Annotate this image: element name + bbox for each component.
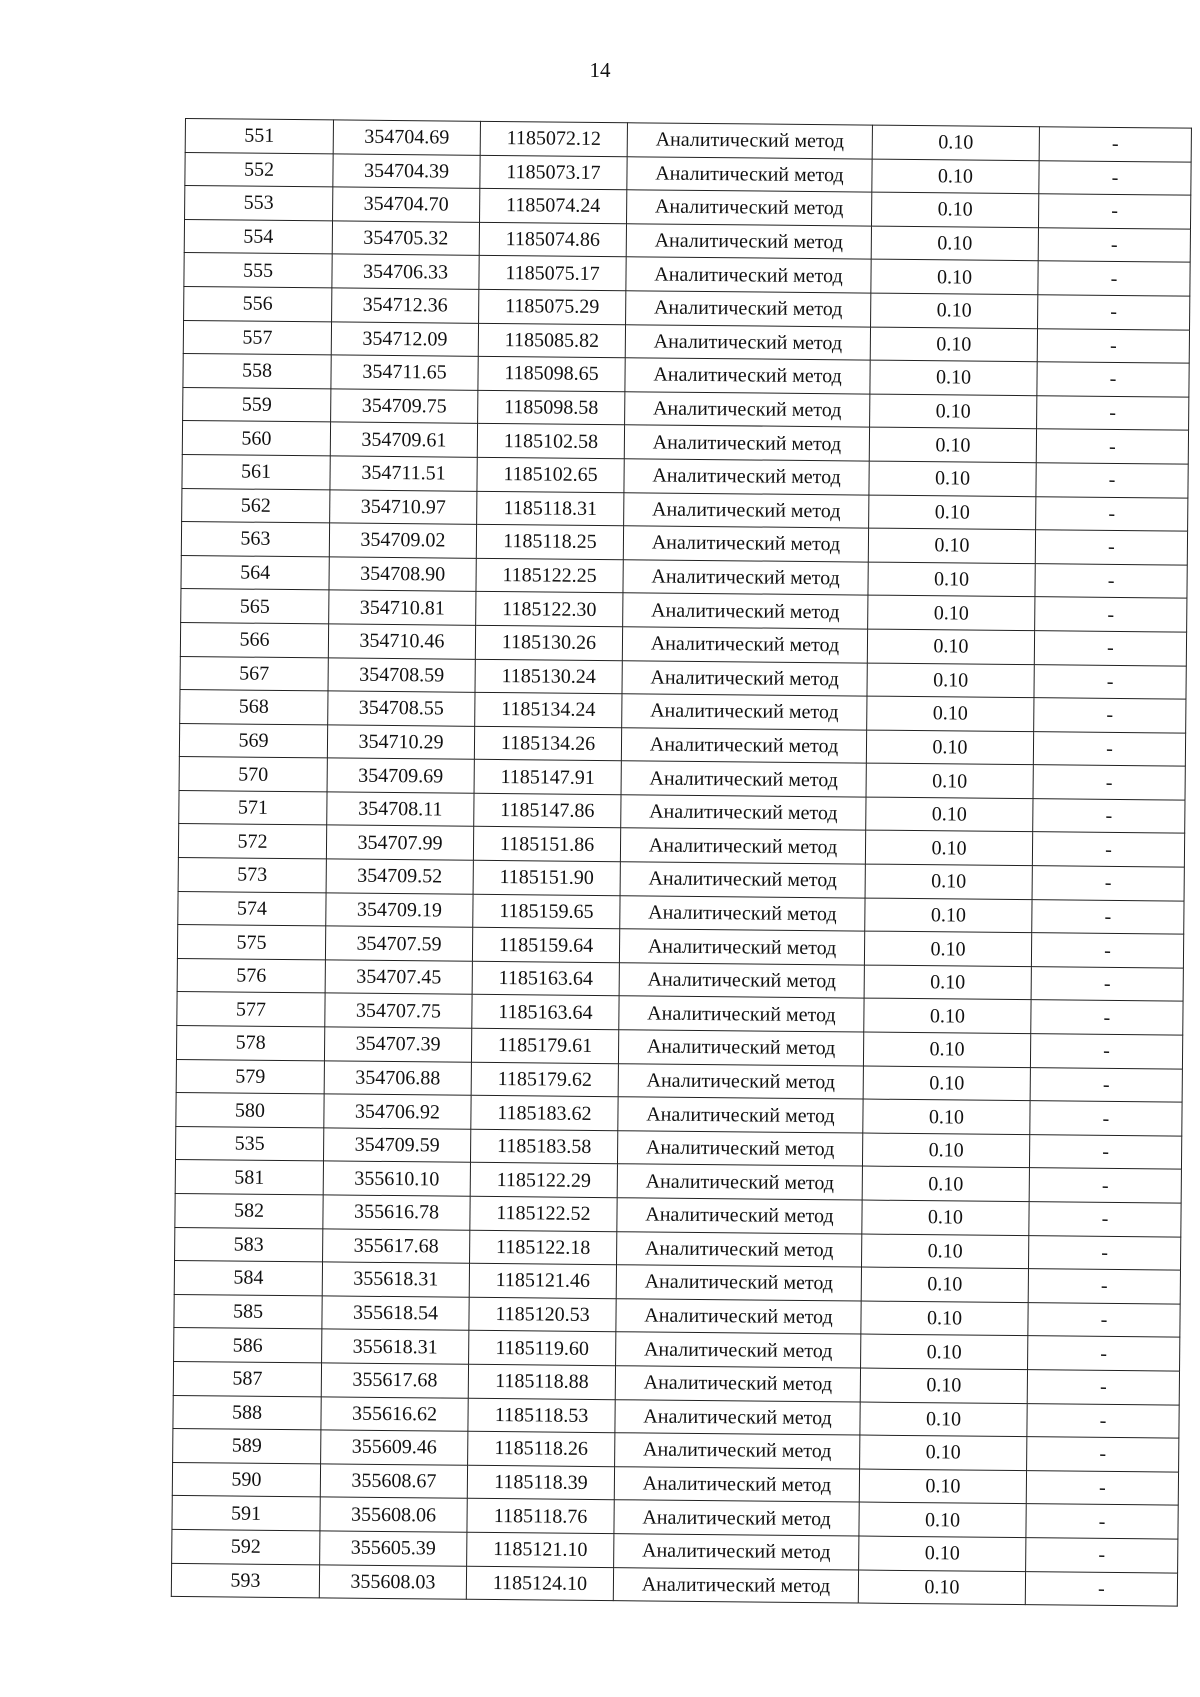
- note-cell: -: [1025, 1571, 1177, 1606]
- x-coordinate-cell: 354707.59: [325, 926, 472, 961]
- point-number-cell: 582: [175, 1193, 323, 1228]
- note-cell: -: [1026, 1538, 1178, 1573]
- precision-cell: 0.10: [861, 1267, 1028, 1302]
- y-coordinate-cell: 1185074.24: [480, 189, 627, 224]
- point-number-cell: 581: [175, 1160, 323, 1195]
- method-cell: Аналитический метод: [614, 1534, 859, 1570]
- point-number-cell: 584: [174, 1261, 322, 1296]
- x-coordinate-cell: 354711.51: [330, 456, 477, 491]
- point-number-cell: 588: [173, 1395, 321, 1430]
- note-cell: -: [1037, 395, 1189, 430]
- point-number-cell: 559: [183, 387, 331, 422]
- precision-cell: 0.10: [864, 998, 1031, 1033]
- point-number-cell: 590: [172, 1462, 320, 1497]
- x-coordinate-cell: 354709.59: [323, 1128, 470, 1163]
- point-number-cell: 562: [182, 488, 330, 523]
- y-coordinate-cell: 1185122.25: [476, 558, 623, 593]
- method-cell: Аналитический метод: [622, 694, 867, 730]
- precision-cell: 0.10: [868, 562, 1035, 597]
- y-coordinate-cell: 1185118.25: [476, 524, 623, 559]
- y-coordinate-cell: 1185151.90: [473, 860, 620, 895]
- x-coordinate-cell: 355617.68: [323, 1228, 470, 1263]
- point-number-cell: 577: [177, 992, 325, 1027]
- point-number-cell: 564: [181, 555, 329, 590]
- note-cell: -: [1036, 429, 1188, 464]
- x-coordinate-cell: 355618.31: [322, 1262, 469, 1297]
- y-coordinate-cell: 1185147.86: [474, 793, 621, 828]
- note-cell: -: [1028, 1336, 1180, 1371]
- x-coordinate-cell: 354706.33: [332, 254, 479, 289]
- y-coordinate-cell: 1185075.29: [479, 289, 626, 324]
- x-coordinate-cell: 354709.61: [330, 422, 477, 457]
- y-coordinate-cell: 1185118.31: [477, 491, 624, 526]
- method-cell: Аналитический метод: [624, 459, 869, 495]
- point-number-cell: 589: [173, 1429, 321, 1464]
- x-coordinate-cell: 354709.69: [327, 758, 474, 793]
- precision-cell: 0.10: [870, 327, 1037, 362]
- method-cell: Аналитический метод: [625, 324, 870, 360]
- x-coordinate-cell: 355618.54: [322, 1296, 469, 1331]
- note-cell: -: [1028, 1269, 1180, 1304]
- method-cell: Аналитический метод: [623, 559, 868, 595]
- method-cell: Аналитический метод: [627, 123, 872, 159]
- y-coordinate-cell: 1185163.64: [472, 995, 619, 1030]
- point-number-cell: 551: [185, 119, 333, 154]
- x-coordinate-cell: 354707.75: [325, 993, 472, 1028]
- precision-cell: 0.10: [871, 259, 1038, 294]
- method-cell: Аналитический метод: [623, 593, 868, 629]
- point-number-cell: 566: [180, 622, 328, 657]
- point-number-cell: 591: [172, 1496, 320, 1531]
- method-cell: Аналитический метод: [613, 1567, 858, 1603]
- note-cell: -: [1033, 765, 1185, 800]
- precision-cell: 0.10: [870, 360, 1037, 395]
- note-cell: -: [1036, 496, 1188, 531]
- method-cell: Аналитический метод: [622, 660, 867, 696]
- note-cell: -: [1030, 1034, 1182, 1069]
- point-number-cell: 593: [171, 1563, 319, 1598]
- note-cell: -: [1032, 866, 1184, 901]
- method-cell: Аналитический метод: [626, 291, 871, 327]
- y-coordinate-cell: 1185122.30: [476, 592, 623, 627]
- x-coordinate-cell: 355618.31: [322, 1329, 469, 1364]
- y-coordinate-cell: 1185151.86: [473, 827, 620, 862]
- y-coordinate-cell: 1185121.10: [467, 1532, 614, 1567]
- point-number-cell: 558: [183, 354, 331, 389]
- precision-cell: 0.10: [859, 1536, 1026, 1571]
- precision-cell: 0.10: [862, 1166, 1029, 1201]
- method-cell: Аналитический метод: [618, 1063, 863, 1099]
- point-number-cell: 535: [175, 1126, 323, 1161]
- precision-cell: 0.10: [860, 1368, 1027, 1403]
- x-coordinate-cell: 354704.39: [333, 154, 480, 189]
- note-cell: -: [1031, 1000, 1183, 1035]
- precision-cell: 0.10: [863, 1032, 1030, 1067]
- precision-cell: 0.10: [868, 528, 1035, 563]
- point-number-cell: 580: [176, 1093, 324, 1128]
- note-cell: -: [1032, 832, 1184, 867]
- point-number-cell: 576: [177, 958, 325, 993]
- y-coordinate-cell: 1185121.46: [469, 1263, 616, 1298]
- note-cell: -: [1033, 731, 1185, 766]
- method-cell: Аналитический метод: [619, 929, 864, 965]
- point-number-cell: 570: [179, 757, 327, 792]
- y-coordinate-cell: 1185163.64: [472, 961, 619, 996]
- method-cell: Аналитический метод: [617, 1131, 862, 1167]
- y-coordinate-cell: 1185073.17: [480, 155, 627, 190]
- note-cell: -: [1031, 933, 1183, 968]
- method-cell: Аналитический метод: [623, 526, 868, 562]
- precision-cell: 0.10: [858, 1570, 1025, 1605]
- precision-cell: 0.10: [862, 1133, 1029, 1168]
- note-cell: -: [1034, 664, 1186, 699]
- y-coordinate-cell: 1185118.88: [468, 1364, 615, 1399]
- method-cell: Аналитический метод: [617, 1198, 862, 1234]
- x-coordinate-cell: 355616.62: [321, 1396, 468, 1431]
- x-coordinate-cell: 354707.39: [324, 1027, 471, 1062]
- x-coordinate-cell: 354712.09: [331, 321, 478, 356]
- y-coordinate-cell: 1185179.62: [471, 1062, 618, 1097]
- method-cell: Аналитический метод: [625, 391, 870, 427]
- point-number-cell: 563: [181, 522, 329, 557]
- method-cell: Аналитический метод: [615, 1366, 860, 1402]
- precision-cell: 0.10: [867, 629, 1034, 664]
- method-cell: Аналитический метод: [615, 1399, 860, 1435]
- precision-cell: 0.10: [864, 931, 1031, 966]
- coordinates-table: [171, 118, 1192, 1607]
- note-cell: -: [1026, 1470, 1178, 1505]
- method-cell: Аналитический метод: [622, 627, 867, 663]
- point-number-cell: 583: [175, 1227, 323, 1262]
- method-cell: Аналитический метод: [621, 727, 866, 763]
- note-cell: -: [1029, 1168, 1181, 1203]
- precision-cell: 0.10: [869, 461, 1036, 496]
- y-coordinate-cell: 1185159.65: [473, 894, 620, 929]
- note-cell: -: [1028, 1302, 1180, 1337]
- y-coordinate-cell: 1185119.60: [469, 1331, 616, 1366]
- precision-cell: 0.10: [866, 730, 1033, 765]
- precision-cell: 0.10: [863, 1099, 1030, 1134]
- precision-cell: 0.10: [862, 1200, 1029, 1235]
- method-cell: Аналитический метод: [617, 1231, 862, 1267]
- method-cell: Аналитический метод: [617, 1164, 862, 1200]
- precision-cell: 0.10: [869, 495, 1036, 530]
- y-coordinate-cell: 1185122.18: [470, 1230, 617, 1265]
- method-cell: Аналитический метод: [616, 1332, 861, 1368]
- x-coordinate-cell: 354707.99: [326, 825, 473, 860]
- point-number-cell: 568: [180, 690, 328, 725]
- x-coordinate-cell: 354710.29: [327, 725, 474, 760]
- x-coordinate-cell: 354711.65: [331, 355, 478, 390]
- point-number-cell: 560: [182, 421, 330, 456]
- point-number-cell: 571: [179, 790, 327, 825]
- point-number-cell: 573: [178, 858, 326, 893]
- method-cell: Аналитический метод: [624, 425, 869, 461]
- x-coordinate-cell: 354709.19: [326, 893, 473, 928]
- method-cell: Аналитический метод: [614, 1500, 859, 1536]
- x-coordinate-cell: 354706.92: [324, 1094, 471, 1129]
- method-cell: Аналитический метод: [616, 1298, 861, 1334]
- point-number-cell: 587: [173, 1361, 321, 1396]
- y-coordinate-cell: 1185122.52: [470, 1196, 617, 1231]
- method-cell: Аналитический метод: [618, 1097, 863, 1133]
- method-cell: Аналитический метод: [626, 224, 871, 260]
- note-cell: -: [1035, 563, 1187, 598]
- note-cell: -: [1034, 698, 1186, 733]
- x-coordinate-cell: 355608.03: [319, 1564, 466, 1599]
- method-cell: Аналитический метод: [615, 1433, 860, 1469]
- precision-cell: 0.10: [861, 1234, 1028, 1269]
- precision-cell: 0.10: [872, 159, 1039, 194]
- point-number-cell: 557: [183, 320, 331, 355]
- y-coordinate-cell: 1185075.17: [479, 256, 626, 291]
- x-coordinate-cell: 355617.68: [321, 1363, 468, 1398]
- x-coordinate-cell: 354710.46: [328, 624, 475, 659]
- method-cell: Аналитический метод: [620, 862, 865, 898]
- point-number-cell: 565: [181, 589, 329, 624]
- y-coordinate-cell: 1185159.64: [472, 928, 619, 963]
- method-cell: Аналитический метод: [619, 963, 864, 999]
- x-coordinate-cell: 354709.52: [326, 859, 473, 894]
- x-coordinate-cell: 354712.36: [332, 288, 479, 323]
- point-number-cell: 561: [182, 454, 330, 489]
- x-coordinate-cell: 354709.75: [331, 389, 478, 424]
- y-coordinate-cell: 1185118.53: [468, 1398, 615, 1433]
- method-cell: Аналитический метод: [614, 1466, 859, 1502]
- x-coordinate-cell: 355610.10: [323, 1161, 470, 1196]
- precision-cell: 0.10: [869, 427, 1036, 462]
- y-coordinate-cell: 1185098.58: [478, 390, 625, 425]
- y-coordinate-cell: 1185074.86: [479, 222, 626, 257]
- y-coordinate-cell: 1185179.61: [471, 1028, 618, 1063]
- point-number-cell: 552: [185, 152, 333, 187]
- x-coordinate-cell: 354704.70: [333, 187, 480, 222]
- y-coordinate-cell: 1185130.26: [475, 625, 622, 660]
- precision-cell: 0.10: [865, 864, 1032, 899]
- y-coordinate-cell: 1185118.76: [467, 1499, 614, 1534]
- precision-cell: 0.10: [860, 1435, 1027, 1470]
- note-cell: -: [1038, 295, 1190, 330]
- y-coordinate-cell: 1185134.24: [475, 692, 622, 727]
- precision-cell: 0.10: [865, 898, 1032, 933]
- note-cell: -: [1035, 597, 1187, 632]
- point-number-cell: 569: [179, 723, 327, 758]
- precision-cell: 0.10: [859, 1502, 1026, 1537]
- note-cell: -: [1030, 1067, 1182, 1102]
- method-cell: Аналитический метод: [616, 1265, 861, 1301]
- precision-cell: 0.10: [867, 663, 1034, 698]
- precision-cell: 0.10: [868, 595, 1035, 630]
- x-coordinate-cell: 354708.90: [329, 557, 476, 592]
- x-coordinate-cell: 354708.59: [328, 657, 475, 692]
- note-cell: -: [1037, 328, 1189, 363]
- x-coordinate-cell: 355609.46: [321, 1430, 468, 1465]
- point-number-cell: 574: [178, 891, 326, 926]
- table-body: [171, 119, 1191, 1607]
- x-coordinate-cell: 354706.88: [324, 1061, 471, 1096]
- point-number-cell: 575: [177, 925, 325, 960]
- note-cell: -: [1027, 1403, 1179, 1438]
- method-cell: Аналитический метод: [624, 492, 869, 528]
- precision-cell: 0.10: [866, 763, 1033, 798]
- x-coordinate-cell: 354704.69: [333, 120, 480, 155]
- method-cell: Аналитический метод: [627, 156, 872, 192]
- note-cell: -: [1033, 799, 1185, 834]
- precision-cell: 0.10: [864, 965, 1031, 1000]
- y-coordinate-cell: 1185134.26: [474, 726, 621, 761]
- x-coordinate-cell: 354705.32: [332, 221, 479, 256]
- note-cell: -: [1036, 463, 1188, 498]
- x-coordinate-cell: 354710.97: [330, 489, 477, 524]
- point-number-cell: 592: [172, 1529, 320, 1564]
- y-coordinate-cell: 1185183.58: [470, 1129, 617, 1164]
- note-cell: -: [1038, 194, 1190, 229]
- point-number-cell: 554: [184, 219, 332, 254]
- method-cell: Аналитический метод: [625, 358, 870, 394]
- y-coordinate-cell: 1185120.53: [469, 1297, 616, 1332]
- y-coordinate-cell: 1185072.12: [480, 121, 627, 156]
- point-number-cell: 579: [176, 1059, 324, 1094]
- x-coordinate-cell: 354708.55: [328, 691, 475, 726]
- precision-cell: 0.10: [871, 192, 1038, 227]
- note-cell: -: [1039, 160, 1191, 195]
- y-coordinate-cell: 1185130.24: [475, 659, 622, 694]
- precision-cell: 0.10: [872, 125, 1039, 160]
- precision-cell: 0.10: [871, 226, 1038, 261]
- x-coordinate-cell: 355608.67: [320, 1464, 467, 1499]
- y-coordinate-cell: 1185098.65: [478, 356, 625, 391]
- y-coordinate-cell: 1185183.62: [471, 1096, 618, 1131]
- method-cell: Аналитический метод: [620, 828, 865, 864]
- y-coordinate-cell: 1185118.39: [467, 1465, 614, 1500]
- note-cell: -: [1034, 631, 1186, 666]
- x-coordinate-cell: 354708.11: [327, 792, 474, 827]
- x-coordinate-cell: 354709.02: [329, 523, 476, 558]
- note-cell: -: [1027, 1370, 1179, 1405]
- note-cell: -: [1030, 1101, 1182, 1136]
- x-coordinate-cell: 354710.81: [329, 590, 476, 625]
- y-coordinate-cell: 1185147.91: [474, 760, 621, 795]
- method-cell: Аналитический метод: [621, 761, 866, 797]
- y-coordinate-cell: 1185102.58: [477, 424, 624, 459]
- note-cell: -: [1039, 127, 1191, 162]
- precision-cell: 0.10: [871, 293, 1038, 328]
- point-number-cell: 553: [185, 186, 333, 221]
- x-coordinate-cell: 355616.78: [323, 1195, 470, 1230]
- precision-cell: 0.10: [861, 1301, 1028, 1336]
- precision-cell: 0.10: [866, 797, 1033, 832]
- method-cell: Аналитический метод: [621, 795, 866, 831]
- y-coordinate-cell: 1185118.26: [468, 1431, 615, 1466]
- method-cell: Аналитический метод: [619, 996, 864, 1032]
- x-coordinate-cell: 355608.06: [320, 1497, 467, 1532]
- y-coordinate-cell: 1185124.10: [466, 1566, 613, 1601]
- method-cell: Аналитический метод: [618, 1030, 863, 1066]
- page-number: 14: [589, 58, 611, 82]
- note-cell: -: [1028, 1235, 1180, 1270]
- note-cell: -: [1032, 899, 1184, 934]
- precision-cell: 0.10: [859, 1469, 1026, 1504]
- y-coordinate-cell: 1185085.82: [478, 323, 625, 358]
- y-coordinate-cell: 1185102.65: [477, 457, 624, 492]
- note-cell: -: [1029, 1134, 1181, 1169]
- note-cell: -: [1038, 261, 1190, 296]
- precision-cell: 0.10: [865, 831, 1032, 866]
- precision-cell: 0.10: [860, 1402, 1027, 1437]
- point-number-cell: 585: [174, 1294, 322, 1329]
- note-cell: -: [1037, 362, 1189, 397]
- method-cell: Аналитический метод: [627, 190, 872, 226]
- precision-cell: 0.10: [867, 696, 1034, 731]
- coordinates-table-container: [171, 118, 1185, 1607]
- note-cell: -: [1035, 530, 1187, 565]
- note-cell: -: [1027, 1437, 1179, 1472]
- x-coordinate-cell: 354707.45: [325, 960, 472, 995]
- note-cell: -: [1038, 227, 1190, 262]
- note-cell: -: [1031, 967, 1183, 1002]
- method-cell: Аналитический метод: [620, 895, 865, 931]
- point-number-cell: 555: [184, 253, 332, 288]
- point-number-cell: 578: [176, 1025, 324, 1060]
- precision-cell: 0.10: [863, 1066, 1030, 1101]
- point-number-cell: 556: [184, 286, 332, 321]
- precision-cell: 0.10: [870, 394, 1037, 429]
- point-number-cell: 586: [174, 1328, 322, 1363]
- note-cell: -: [1026, 1504, 1178, 1539]
- x-coordinate-cell: 355605.39: [320, 1531, 467, 1566]
- point-number-cell: 572: [178, 824, 326, 859]
- note-cell: -: [1029, 1202, 1181, 1237]
- point-number-cell: 567: [180, 656, 328, 691]
- method-cell: Аналитический метод: [626, 257, 871, 293]
- y-coordinate-cell: 1185122.29: [470, 1163, 617, 1198]
- precision-cell: 0.10: [861, 1334, 1028, 1369]
